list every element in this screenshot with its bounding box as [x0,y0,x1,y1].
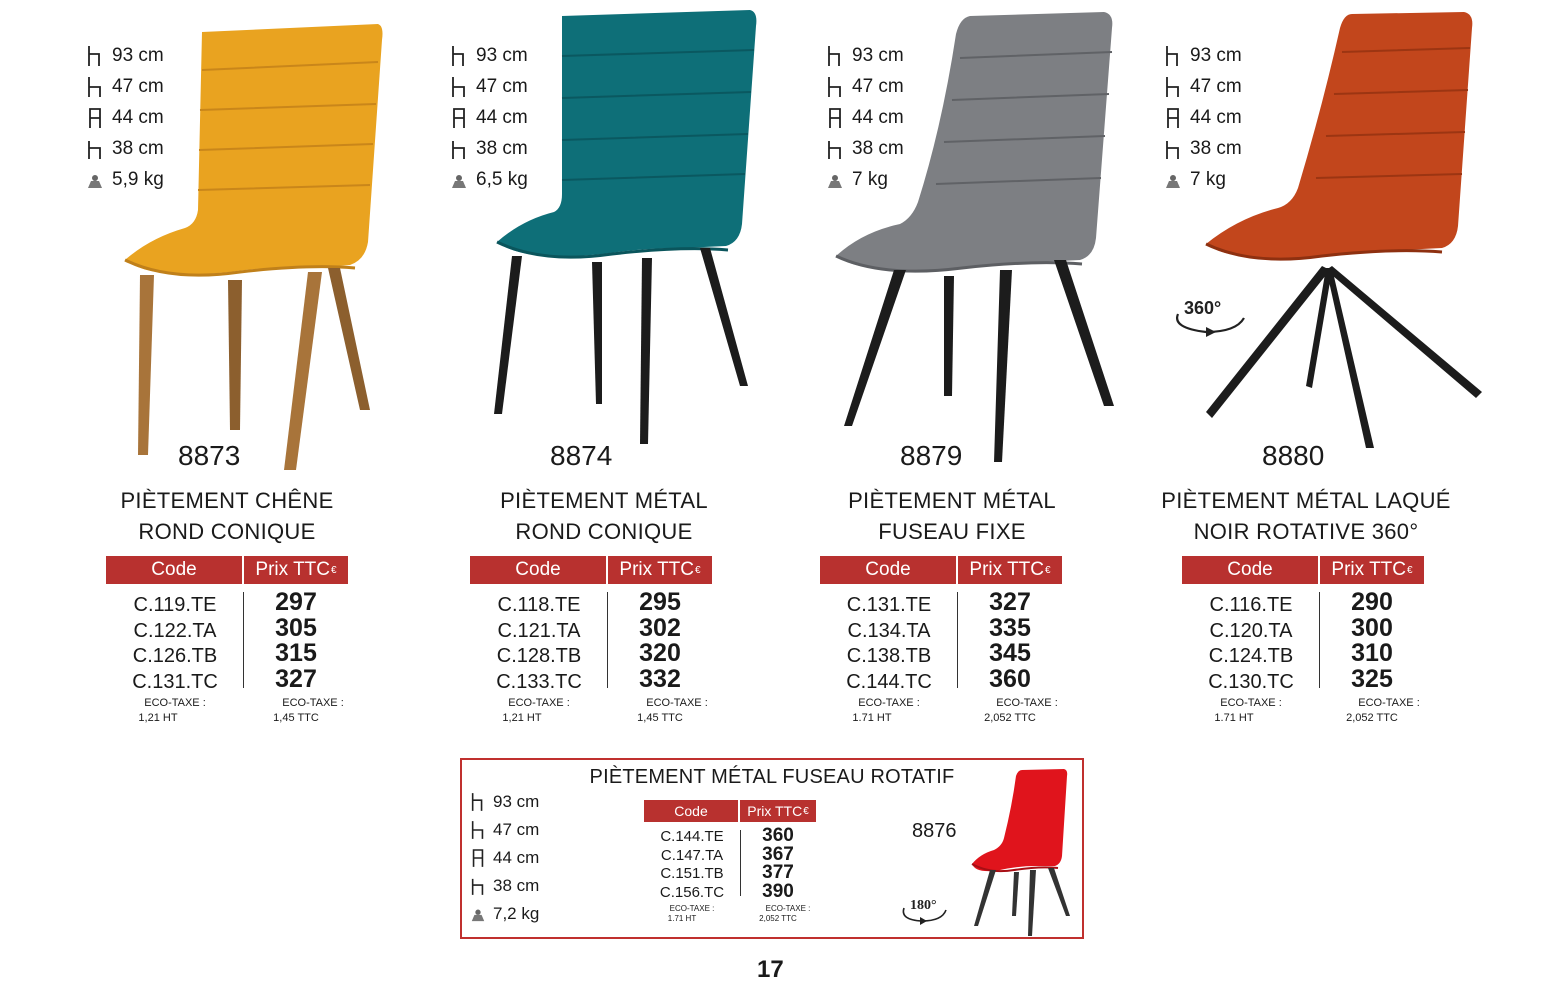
chair-image [492,4,762,449]
table-row: C.133.TC 332 [496,664,681,693]
price-table [644,800,816,924]
product-8874 [364,0,752,740]
price-header: Prix TTC € [255,559,337,580]
leg-description: PIÈTEMENT MÉTAL FUSEAU FIXE [848,488,1056,544]
product-8879 [740,0,1128,740]
seat-height-icon [86,138,104,160]
price-table-header [106,556,348,584]
eco-tax: ECO-TAXE : 1.71 HT ECO-TAXE : 2,052 TTC [667,904,811,923]
width-dim: 44 cm [86,102,164,133]
dimensions-list [470,788,539,928]
table-row: C.156.TC 390 [659,880,794,902]
leg-description: PIÈTEMENT MÉTAL ROND CONIQUE [500,488,708,544]
table-row: C.116.TE 290 [1209,588,1393,616]
price-table-header [820,556,1062,584]
table-row: C.128.TB 320 [496,639,681,667]
table-row: C.151.TB 377 [660,862,794,883]
seat-height-dim: 38 cm [1164,133,1242,164]
model-number: 8874 [550,440,613,471]
weight-dim: 6,5 kg [450,164,528,195]
table-row: C.126.TB 315 [132,639,317,667]
leg-description: PIÈTEMENT CHÊNE ROND CONIQUE [120,488,334,544]
table-row: C.134.TA 335 [847,613,1031,642]
seat-height-dim: 38 cm [826,133,904,164]
price-header: Prix TTC € [1331,559,1413,580]
seat-height-dim: 38 cm [470,872,539,900]
eco-tax: ECO-TAXE : 1.71 HT ECO-TAXE : 2,052 TTC [852,697,1058,724]
model-number: 8876 [912,820,957,842]
table-row: C.131.TE 327 [846,588,1031,616]
eco-tax: ECO-TAXE : 1.71 HT ECO-TAXE : 2,052 TTC [1214,697,1420,724]
seat-height-dim: 38 cm [450,133,528,164]
height-dim: 93 cm [450,40,528,71]
weight-dim: 5,9 kg [86,164,164,195]
code-header: Code [644,800,740,822]
chair-height-icon [470,792,486,812]
depth-dim: 47 cm [826,71,904,102]
table-row: C.147.TA 367 [660,843,794,865]
featured-product-8876 [460,758,1084,939]
rotate-360-icon [1170,292,1250,340]
depth-dim: 47 cm [1164,71,1242,102]
chair-height-icon [1164,45,1182,67]
weight-icon [86,169,104,191]
price-header: Prix TTC € [969,559,1051,580]
leg-description: PIÈTEMENT MÉTAL LAQUÉ NOIR ROTATIVE 360° [1161,488,1451,544]
price-header: Prix TTC € [747,803,809,819]
code-header: Code [470,556,608,584]
table-row: C.118.TE 295 [497,588,681,616]
table-row: C.119.TE 297 [133,588,317,616]
price-table-header [1182,556,1424,584]
chair-width-icon [450,107,468,129]
weight-icon [470,904,486,924]
code-header: Code [820,556,958,584]
model-number: 8880 [1262,440,1325,471]
price-header: Prix TTC € [619,559,701,580]
euro-icon: € [1407,564,1413,576]
table-row: C.122.TA 305 [133,613,317,642]
euro-icon: € [1045,564,1051,576]
chair-image [1202,8,1492,458]
euro-icon: € [695,564,701,576]
svg-text:180°: 180° [910,898,937,913]
seat-height-dim: 38 cm [86,133,164,164]
price-table [820,556,1062,726]
width-dim: 44 cm [1164,102,1242,133]
price-table-header [470,556,712,584]
chair-depth-icon [470,820,486,840]
euro-icon: € [803,805,809,817]
chair-image [970,766,1070,936]
product-8873 [0,0,388,740]
table-row: C.131.TC 327 [132,664,317,693]
table-row: C.120.TA 300 [1209,613,1393,642]
weight-dim: 7,2 kg [470,900,539,928]
weight-icon [450,169,468,191]
price-table-header [644,800,816,822]
depth-dim: 47 cm [450,71,528,102]
weight-dim: 7 kg [1164,164,1242,195]
product-8880 [1078,0,1466,740]
price-table [470,556,712,726]
table-row: C.121.TA 302 [497,613,681,642]
chair-width-icon [1164,107,1182,129]
weight-dim: 7 kg [826,164,904,195]
chair-height-icon [86,45,104,67]
model-number: 8873 [178,440,241,471]
chair-height-icon [450,45,468,67]
chair-depth-icon [86,76,104,98]
code-header: Code [106,556,244,584]
width-dim: 44 cm [450,102,528,133]
chair-width-icon [470,848,486,868]
eco-tax: ECO-TAXE : 1,21 HT ECO-TAXE : 1,45 TTC [502,697,708,724]
height-dim: 93 cm [1164,40,1242,71]
height-dim: 93 cm [826,40,904,71]
chair-depth-icon [450,76,468,98]
table-row: C.138.TB 345 [846,639,1031,667]
code-header: Code [1182,556,1320,584]
seat-height-icon [450,138,468,160]
price-table [106,556,348,726]
width-dim: 44 cm [470,844,539,872]
eco-tax: ECO-TAXE : 1,21 HT ECO-TAXE : 1,45 TTC [138,697,344,724]
height-dim: 93 cm [86,40,164,71]
euro-icon: € [331,564,337,576]
height-dim: 93 cm [470,788,539,816]
chair-depth-icon [1164,76,1182,98]
chair-width-icon [86,107,104,129]
price-table [1182,556,1424,726]
seat-height-icon [1164,138,1182,160]
depth-dim: 47 cm [470,816,539,844]
featured-title: PIÈTEMENT MÉTAL FUSEAU ROTATIF [589,766,955,788]
svg-text:360°: 360° [1184,298,1222,318]
table-row: C.124.TB 310 [1208,639,1393,667]
width-dim: 44 cm [826,102,904,133]
rotate-180-icon [898,894,952,926]
seat-height-icon [470,876,486,896]
table-row: C.144.TC 360 [846,664,1031,693]
table-row: C.130.TC 325 [1208,664,1393,693]
chair-image [110,10,400,465]
model-number: 8879 [900,440,963,471]
depth-dim: 47 cm [86,71,164,102]
table-row: C.144.TE 360 [660,825,794,846]
page-number: 17 [757,956,784,983]
weight-icon [1164,169,1182,191]
